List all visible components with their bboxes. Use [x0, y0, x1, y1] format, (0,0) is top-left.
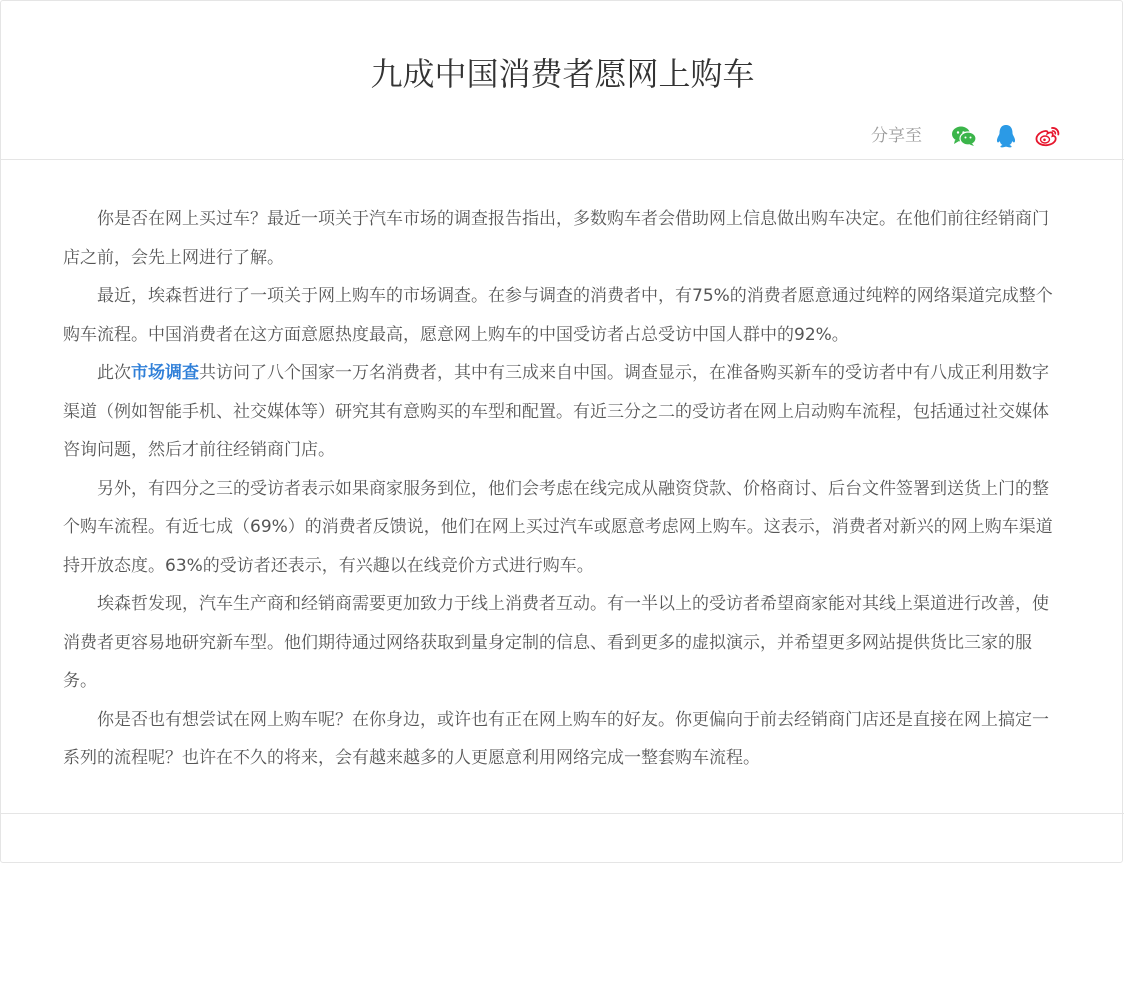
- market-survey-link[interactable]: 市场调查: [131, 363, 199, 383]
- share-label: 分享至: [871, 126, 922, 146]
- paragraph-6: 你是否也有想尝试在网上购车呢？在你身边，或许也有正在网上购车的好友。你更偏向于前去经销商门店还是直接在网上搞定一系列的流程呢？也许在不久的将来，会有越来越多的人更愿意利用网络完成一整套购车流程。: [63, 709, 1049, 768]
- article-header: [1, 1, 1124, 160]
- footer-divider: [1, 813, 1124, 814]
- paragraph-3-suffix: 共访问了八个国家一万名消费者，其中有三成来自中国。调查显示，在准备购买新车的受访者中有八成正利用数字渠道（例如智能手机、社交媒体等）研究其有意购买的车型和配置。有近三分之二的受访者在网上启动购车流程，包括通过社交媒体咨询问题，然后才前往经销商门店。: [63, 363, 1049, 460]
- share-bar: [871, 121, 1062, 151]
- paragraph-2: 最近，埃森哲进行了一项关于网上购车的市场调查。在参与调查的消费者中，有75%的消费者愿意通过纯粹的网络渠道完成整个购车流程。中国消费者在这方面意愿热度最高，愿意网上购车的中国受访者占总受访中国人群中的92%。: [63, 286, 1053, 345]
- paragraph-3: [63, 354, 1063, 470]
- paragraph-3-prefix: 此次: [97, 363, 131, 383]
- qq-icon[interactable]: [992, 122, 1020, 150]
- page-title: 九成中国消费者愿网上购车: [370, 55, 755, 93]
- article-body: [63, 200, 1063, 778]
- weibo-icon[interactable]: [1034, 122, 1062, 150]
- paragraph-5: 埃森哲发现，汽车生产商和经销商需要更加致力于线上消费者互动。有一半以上的受访者希望商家能对其线上渠道进行改善，使消费者更容易地研究新车型。他们期待通过网络获取到量身定制的信息、看到更多的虚拟演示，并希望更多网站提供货比三家的服务。: [63, 594, 1049, 691]
- wechat-icon[interactable]: [950, 122, 978, 150]
- paragraph-4: 另外，有四分之三的受访者表示如果商家服务到位，他们会考虑在线完成从融资贷款、价格商讨、后台文件签署到送货上门的整个购车流程。有近七成（69%）的消费者反馈说，他们在网上买过汽车或愿意考虑网上购车。这表示，消费者对新兴的网上购车渠道持开放态度。63%的受访者还表示，有兴趣以在线竞价方式进行购车。: [63, 478, 1053, 576]
- paragraph-1: 你是否在网上买过车？最近一项关于汽车市场的调查报告指出，多数购车者会借助网上信息做出购车决定。在他们前往经销商门店之前，会先上网进行了解。: [63, 209, 1049, 268]
